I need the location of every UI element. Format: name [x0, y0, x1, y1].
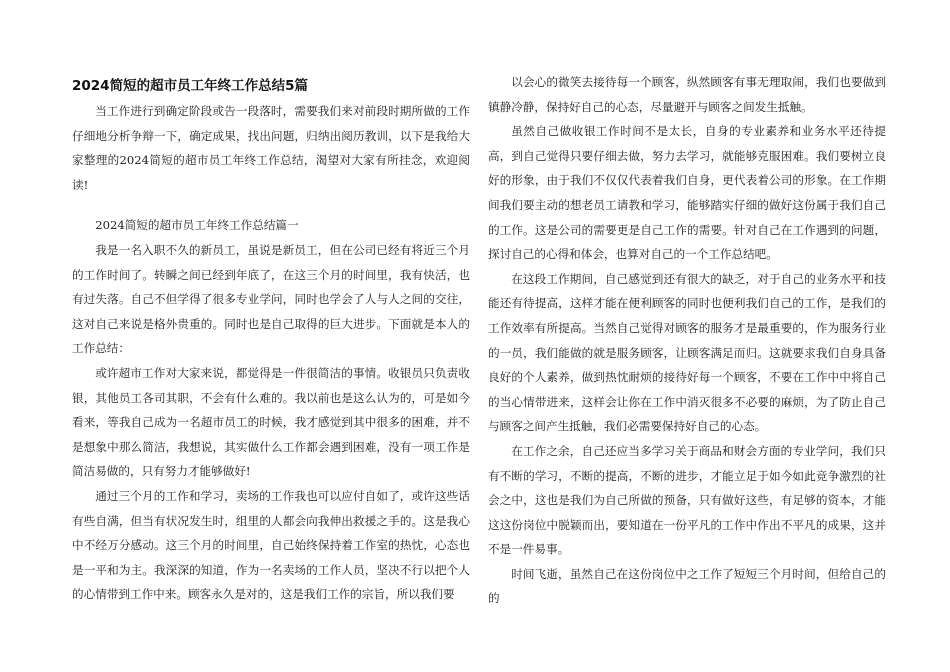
body-paragraph: 虽然自己做收银工作时间不是太长，自身的专业素养和业务水平还待提高，到自己觉得只要仔细去做，努力去学习，就能够克服困难。我们要树立良好的形象，由于我们不仅仅代表着我们自身，更代表着公司的形象。在工作期间我们要主动的想老员工请教和学习，能够踏实仔细的做好这份属于我们自己的工作。这是公司的需要更是自己工作的需要。针对自己在工作遇到的问题，探讨自己的心得和体会，也算对自己的一个工作总结吧。 [488, 124, 886, 262]
body-paragraph: 以会心的微笑去接待每一个顾客，纵然顾客有事无理取闹，我们也要做到镇静冷静，保持好自己的心态，尽量避开与顾客之间发生抵触。 [488, 75, 886, 114]
left-column [72, 70, 470, 607]
body-paragraph: 或许超市工作对大家来说，都觉得是一件很简洁的事情。收银员只负责收银，其他员工各司其职，不会有什么难的。我以前也是这么认为的，可是如今看来，等我自己成为一名超市员工的时候，我才感觉到其中很多的困难，并不是想象中那么简洁，我想说，其实做什么工作都会遇到困难，没有一项工作是简洁易做的，只有努力才能够做好! [72, 365, 470, 479]
body-paragraph: 通过三个月的工作和学习，卖场的工作我也可以应付自如了，或许这些话有些自满，但当有状况发生时，组里的人都会向我伸出救援之手的。这是我心中不经万分感动。这三个月的时间里，自己始终保持着工作室的热忱，心态也是一平和为主。我深深的知道，作为一名卖场的工作人员，坚决不行以把个人的心情带到工作中来。顾客永久是对的，这是我们工作的宗旨，所以我们要 [72, 488, 470, 602]
body-paragraph: 在这段工作期间，自己感觉到还有很大的缺乏，对于自己的业务水平和技能还有待提高，这样才能在便利顾客的同时也便利我们自己的工作，是我们的工作效率有所提高。当然自己觉得对顾客的服务才是最重要的，作为服务行业的一员，我们能做的就是服务顾客，让顾客满足而归。这就要求我们自身具备良好的个人素养，做到热忱耐烦的接待好每一个顾客，不要在工作中中将自己的当心情带进来，这样会让你在工作中消灭很多不必要的麻烦，为了防止自己与顾客之间产生抵触，我们必需要保持好自己的心态。 [488, 271, 886, 434]
section-title: 2024简短的超市员工年终工作总结篇一 [95, 218, 299, 233]
right-column [488, 70, 886, 611]
intro-paragraph: 当工作进行到确定阶段或告一段落时，需要我们来对前段时期所做的工作仔细地分析争辩一下，确定成果，找出问题，归纳出阅历教训，以下是我给大家整理的2024简短的超市员工年终工作总结，渴望对大家有所挂念，欢迎阅读! [72, 104, 470, 192]
body-paragraph: 我是一名入职不久的新员工，虽说是新员工，但在公司已经有将近三个月的工作时间了。转瞬之间已经到年底了，在这三个月的时间里，我有快活，也有过失落。自己不但学得了很多专业学问，同时也学会了人与人之间的交往，这对自己来说是格外贵重的。同时也是自己取得的巨大进步。下面就是本人的工作总结： [72, 242, 470, 356]
body-paragraph: 在工作之余，自己还应当多学习关于商品和财会方面的专业学问，我们只有不断的学习，不断的提高，不断的进步，才能立足于如今如此竞争激烈的社会之中，这也是我们为自己所做的预备，只有做好这些，有足够的资本，才能这这份岗位中脱颖而出，要知道在一份平凡的工作中作出不平凡的成果，这并不是一件易事。 [488, 443, 886, 557]
document-title: 2024简短的超市员工年终工作总结5篇 [72, 78, 308, 94]
body-paragraph: 时间飞逝，虽然自己在这份岗位中之工作了短短三个月时间，但给自己的的 [488, 566, 886, 606]
